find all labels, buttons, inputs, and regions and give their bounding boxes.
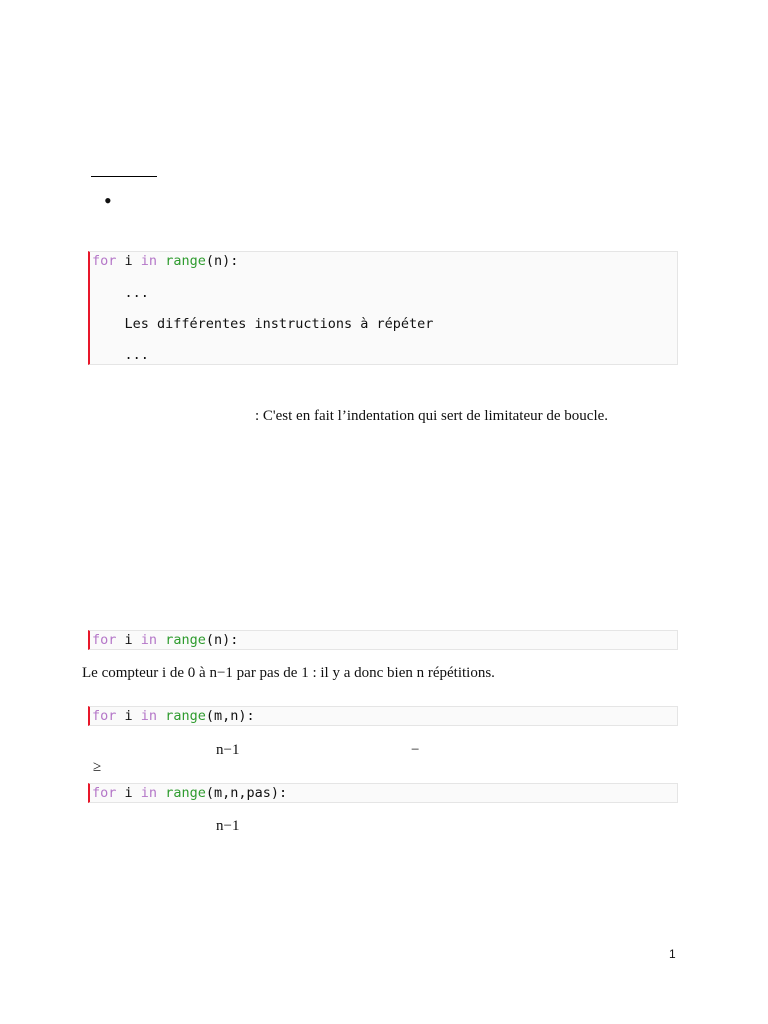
code-var: i [116, 708, 141, 724]
fragment-minus: − [411, 742, 420, 758]
code-line [92, 631, 238, 649]
keyword-for: for [92, 785, 117, 801]
fragment-n-minus-1: n−1 [216, 742, 240, 758]
code-block-range-m-n [88, 706, 678, 726]
keyword-range: range [165, 785, 206, 801]
code-var: i [116, 785, 141, 801]
code-args: (n): [205, 253, 239, 269]
page-number: 1 [669, 947, 676, 961]
code-line-4: ... [92, 347, 149, 363]
heading-underline [91, 176, 157, 177]
keyword-for: for [92, 253, 117, 269]
keyword-in: in [140, 632, 158, 648]
code-block-range-n [88, 630, 678, 650]
fragment-n-minus-1-b: n−1 [216, 818, 240, 834]
bullet-point: • [104, 188, 112, 213]
indentation-note: : C'est en fait l’indentation qui sert de limitateur de boucle. [255, 408, 609, 424]
code-var: i [116, 253, 141, 269]
keyword-range: range [165, 708, 206, 724]
keyword-in: in [140, 253, 158, 269]
code-var: i [116, 632, 141, 648]
keyword-in: in [140, 708, 158, 724]
code-args: (n): [205, 632, 239, 648]
code-line [92, 707, 255, 725]
code-args: (m,n): [205, 708, 255, 724]
keyword-range: range [165, 253, 206, 269]
fragment-geq: ≥ [93, 759, 102, 775]
range-n-description: Le compteur i de 0 à n−1 par pas de 1 : il y a donc bien n répétitions. [82, 665, 495, 681]
keyword-for: for [92, 632, 117, 648]
code-line-1 [92, 252, 238, 270]
code-block-range-m-n-pas [88, 783, 678, 803]
code-line-2: ... [92, 285, 149, 301]
keyword-in: in [140, 785, 158, 801]
keyword-range: range [165, 632, 206, 648]
keyword-for: for [92, 708, 117, 724]
code-line-3: Les différentes instructions à répéter [92, 316, 434, 332]
code-args: (m,n,pas): [205, 785, 288, 801]
code-block-for-loop-structure [88, 251, 678, 365]
code-line [92, 784, 287, 802]
